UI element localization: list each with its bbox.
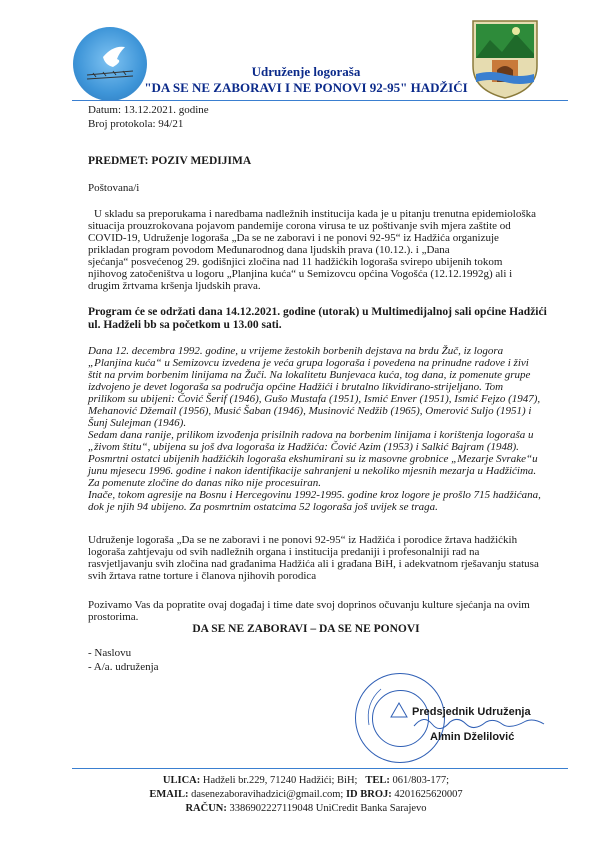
address-label: ULICA: [162,775,201,786]
footer-account-line [0,803,612,815]
history-line: štit na prvim borbenim linijama na Žuči. Na lokalitetu Bunjevaca kuća, tog dana, iz pomenute grupe [88,369,531,381]
history-line: dok je njih 94 ubijeno. Za posmrtnim ostatcima 52 logoraša još uvijek se traga. [88,501,438,513]
org-label: Udruženje logoraša [251,64,361,79]
intro-line: drugim žrtvama kršenja ljudskih prava. [88,280,261,292]
signature-role: Predsjednik Udruženja [412,706,531,718]
email-label: EMAIL: [149,789,189,800]
intro-line: COVID-19, Udruženje logoraša „Da se ne zaboravi i ne ponovi 92-95“ iz Hadžića organizuje [88,232,499,244]
intro-line: situacija prouzrokovana pojavom pandemije corona virusa te uz poštivanje svih mjera zaštite od [88,220,511,232]
program-line: Program će se održati dana 14.12.2021. godine (utorak) u Multimedijalnoj sali općine Hadžići [88,306,547,318]
footer-contact-line [0,789,612,801]
intro-line: U skladu sa preporukama i naredbama nadležnih institucija kada je u pitanju trenutna epidemiološka [94,208,536,220]
program-line: ul. Hadželi bb sa početkom u 13.00 sati. [88,319,282,331]
history-line: Mehanović Džemail (1956), Musić Šaban (1946), Musinović Nedžib (1965), Omerović Suljo (1951) i [88,405,532,417]
history-line: junu mjesecu 1996. godine i nakon identifikacije sahranjeni u nekoliko mjesnih mezarja u Hadžićima. [88,465,537,477]
org-name: "DA SE NE ZABORAVI I NE PONOVI 92-95" HADŽIĆI [144,80,468,95]
tel-label: TEL: [365,775,390,786]
history-line: Inače, tokom agresije na Bosnu i Hercegovinu 1992-1995. godine kroz logore je prošlo 715 hadžićana, [88,489,541,501]
id-number: 4201625620007 [394,789,463,800]
history-line: „Planjina kuća“ u Semizovcu izvedena je veća grupa logoraša i povedena na prinudne radove i živi [88,357,529,369]
demand-line: Udruženje logoraša „Da se ne zaboravi i ne ponovi 92-95“ iz Hadžića i porodice žrtava hadžićkih [88,534,518,546]
address: Hadželi br.229, 71240 Hadžići; BiH; [202,775,358,786]
subject-line: PREDMET: POZIV MEDIJIMA [88,155,252,167]
history-line: izdvojeno je devet logoraša sa područja općine Hadžići i brutalno likvidirano-strijeljano. Tom [88,381,504,393]
history-line: Posmrtni ostatci ubijenih hadžićkih logoraša ekshumirani su iz masovne grobnice „Mezarje Svrake“u [88,453,538,465]
email-address[interactable]: dasenezaboravihadzici@gmail.com; [191,789,344,800]
footer-address-line [0,775,612,787]
history-line: prilikom su ubijeni: Čović Šerif (1946), Gušo Mustafa (1951), Ismić Enver (1951), Ismić Fejzo (1947), [88,393,541,405]
bank-account: 3386902227119048 UniCredit Banka Sarajevo [229,803,427,814]
demand-line: logoraša zahtjevaju od svih nadležnih organa i institucija predaniji i profesonalniji rad na [88,546,480,558]
signatory-name: Almin Dželilović [430,731,515,743]
intro-line: sjećanja“ posvećenog 29. godišnjici zločina nad 11 hadžićkih logoraša svirepo ubijenih tokom [88,256,503,268]
program-announcement [88,306,556,332]
invitation-line: prostorima. [88,611,139,623]
demand-line: rasvjetljavanju svih zločina nad građanima Hadžića ali i građana BiH, i adekvatnom rješavanju statusa [88,558,539,570]
history-line: Sedam dana ranije, prilikom izvođenja prisilnih radova na borbenim linijama i korištenja logoraša u [88,429,534,441]
history-line: Šunj Sulejman (1946). [88,417,187,429]
recipient-item: - Naslovu [88,647,132,659]
demand-line: svih žrtava ratne torture i članova njihovih porodica [88,570,317,582]
footer-divider [72,768,568,769]
recipients-list [88,646,159,674]
intro-paragraph [88,208,556,292]
salutation: Poštovana/i [88,182,140,194]
history-line: „živom štitu“, ubijena su još dva logoraša iz Hadžića: Čović Azim (1953) i Salkić Bajram (1948). [88,441,519,453]
intro-line: njihovog zatočeništva u logoru „Planjina kuća“ u Semizovcu općina Vogošća (12.12.1992g) ali i [88,268,513,280]
history-line: Dana 12. decembra 1992. godine, u vrijeme žestokih borbenih dejstava na brdu Žuč, iz logora [88,345,504,357]
motto: DA SE NE ZABORAVI – DA SE NE PONOVI [192,623,420,635]
document-date: Datum: 13.12.2021. godine [88,104,209,116]
history-paragraph [88,345,556,513]
header-divider [72,100,568,101]
history-line: Za pomenute zločine do danas niko nije procesuiran. [88,477,322,489]
account-label: RAČUN: [185,803,227,814]
invitation-paragraph [88,599,556,623]
telephone: 061/803-177; [392,775,450,786]
id-label: ID BROJ: [345,789,392,800]
handwritten-signature [410,712,550,732]
protocol-number: Broj protokola: 94/21 [88,118,184,130]
intro-line: prikladan program povodom Međunarodnog dana ljudskih prava (10.12.). i „Dana [88,244,450,256]
invitation-line: Pozivamo Vas da popratite ovaj događaj i time date svoj doprinos očuvanju kulture sjećanja na ovim [88,599,530,611]
demand-paragraph [88,534,556,582]
recipient-item: - A/a. udruženja [88,661,159,673]
